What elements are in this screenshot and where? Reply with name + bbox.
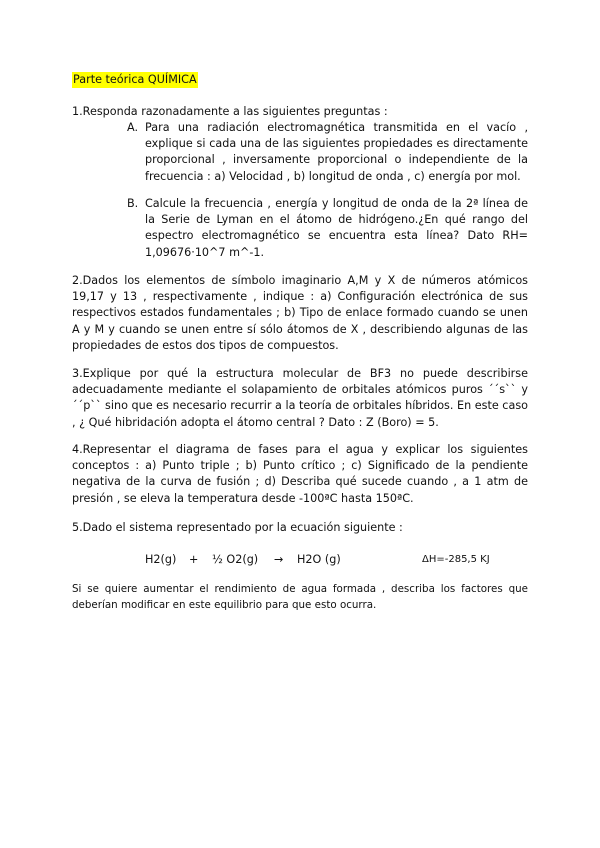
question-2: 2.Dados los elementos de símbolo imaginario A,M y X de números atómicos 19,17 y 13 , respectivamente , indique : a) Configuración electrónica de sus respectivos estados fundamentales ; b) Tipo de enlace formado cuando se unen A y M y cuando se unen entre sí sólo átomos de X , describiendo algunas de las propiedades de estos dos tipos de compuestos. bbox=[72, 274, 528, 352]
part-b-label: B. bbox=[127, 197, 139, 210]
equation-enthalpy: ΔH=-285,5 KJ bbox=[422, 554, 490, 565]
part-a-text: Para una radiación electromagnética transmitida en el vacío , explique si cada una de las siguientes propiedades es directamente proporcional , inversamente proporcional o independiente de la frecuencia : a) Velocidad , b) longitud de onda , c) energía por mol. bbox=[145, 121, 528, 183]
question-4: 4.Representar el diagrama de fases para el agua y explicar los siguientes conceptos : a) Punto triple ; b) Punto crítico ; c) Significado de la pendiente negativa de la curva de fusión ; d) Describa qué sucede cuando , a 1 atm de presión , se eleva la temperatura desde -100ªC hasta 150ªC. bbox=[72, 443, 528, 505]
question-1-part-b bbox=[127, 196, 528, 261]
equation-h2: H2(g) bbox=[145, 553, 177, 566]
equation-plus: + bbox=[189, 553, 199, 566]
question-1-part-a bbox=[127, 120, 528, 185]
section-heading: Parte teórica QUÍMICA bbox=[72, 72, 198, 88]
equation-arrow: → bbox=[274, 553, 284, 566]
part-b-text: Calcule la frecuencia , energía y longitud de onda de la 2ª línea de la Serie de Lyman en el átomo de hidrógeno.¿En qué rango del espectro electromagnético se encuentra esta línea? Dato RH= 1,09676·10^7 m^-1. bbox=[145, 197, 528, 259]
question-3: 3.Explique por qué la estructura molecular de BF3 no puede describirse adecuadamente mediante el solapamiento de orbitales atómicos puros ´´s`` y ´´p`` sino que es necesario recurrir a la teoría de orbitales híbridos. En este caso , ¿ Qué hibridación adopta el átomo central ? Dato : Z (Boro) = 5. bbox=[72, 367, 528, 429]
equation-h2o: H2O (g) bbox=[297, 553, 341, 566]
equation-half-o2: ½ O2(g) bbox=[212, 553, 259, 566]
chemical-equation bbox=[0, 552, 600, 570]
question-5-intro: 5.Dado el sistema representado por la ecuación siguiente : bbox=[72, 521, 403, 534]
question-5-text: Si se quiere aumentar el rendimiento de agua formada , describa los factores que deberían modificar en este equilibrio para que esto ocurra. bbox=[72, 583, 528, 612]
question-1-intro: 1.Responda razonadamente a las siguientes preguntas : bbox=[72, 105, 388, 118]
part-a-label: A. bbox=[127, 121, 139, 134]
